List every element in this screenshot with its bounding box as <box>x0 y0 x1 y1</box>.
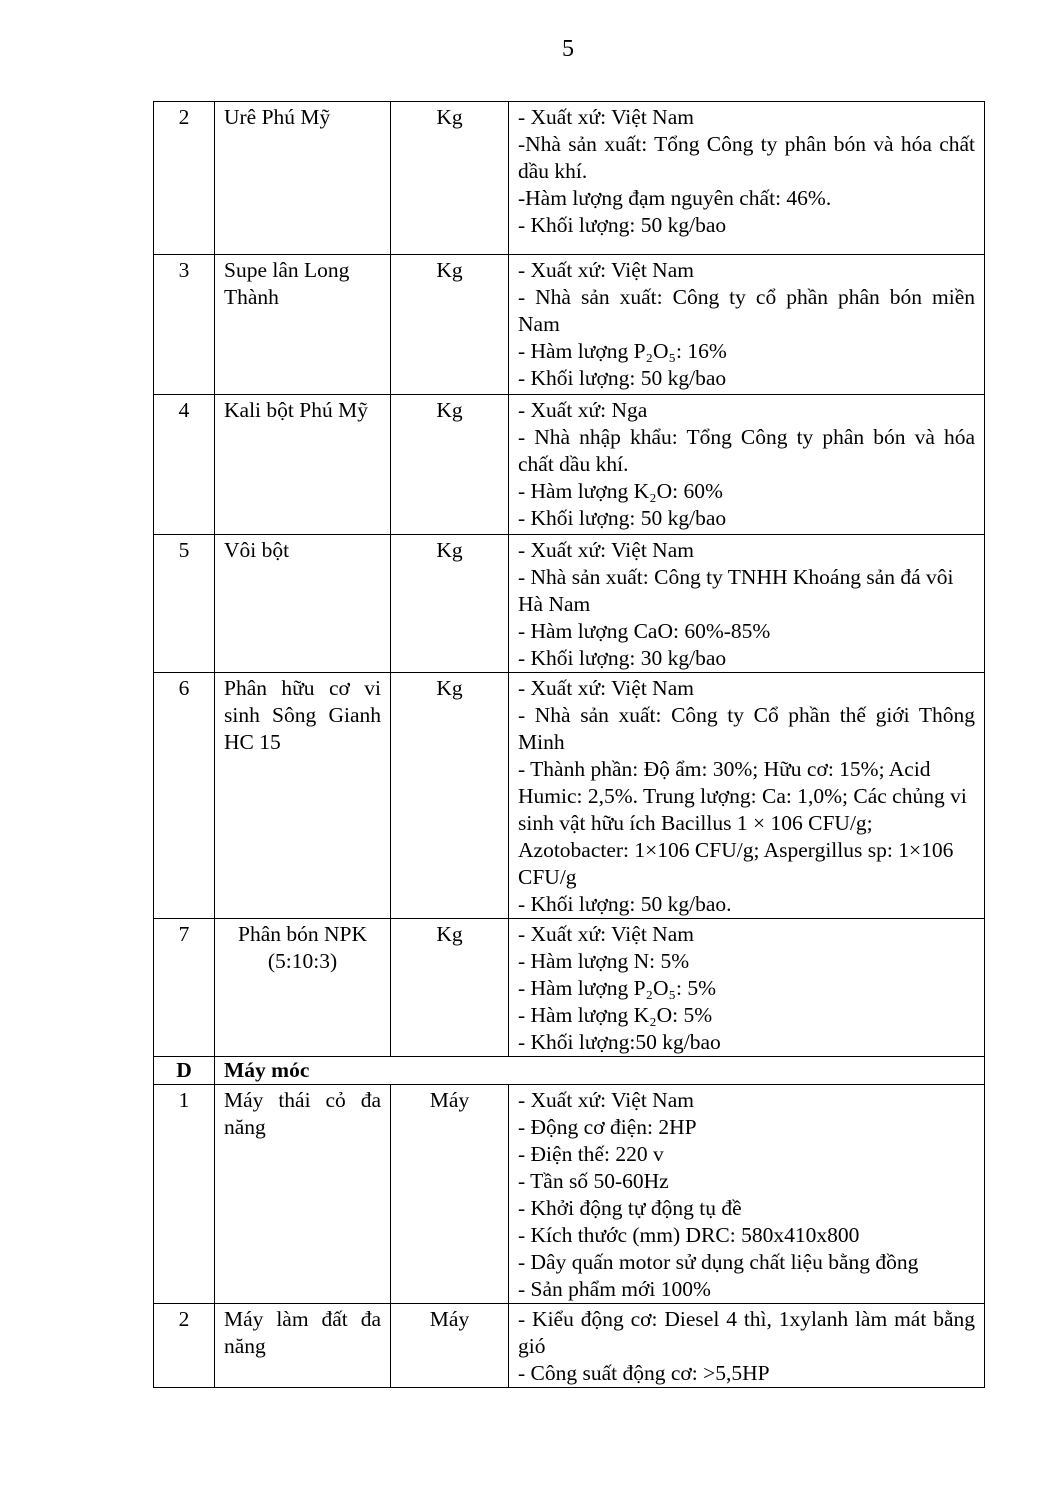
spec-line: - Xuất xứ: Việt Nam <box>518 1088 694 1112</box>
spec-line: - Khởi động tự động tụ đề <box>518 1196 742 1220</box>
item-name: Máy thái cỏ đa năng <box>215 1085 391 1304</box>
spec-line: - Khối lượng:50 kg/bao <box>518 1030 721 1054</box>
table-row <box>154 1304 985 1388</box>
spec-line: - Khối lượng: 50 kg/bao <box>518 213 727 237</box>
section-header-row <box>154 1057 985 1085</box>
item-unit: Kg <box>391 673 509 919</box>
spec-line: - Sản phẩm mới 100% <box>518 1277 711 1301</box>
item-unit: Máy <box>391 1304 509 1388</box>
spec-line: - Động cơ điện: 2HP <box>518 1115 697 1139</box>
table-row <box>154 1085 985 1304</box>
item-unit: Kg <box>391 919 509 1057</box>
spec-line: - Xuất xứ: Việt Nam <box>518 922 694 946</box>
item-number: 2 <box>154 1304 215 1388</box>
item-name: Máy làm đất đa năng <box>215 1304 391 1388</box>
item-unit: Kg <box>391 102 509 255</box>
spec-line: -Nhà sản xuất: Tổng Công ty phân bón và hóa chất dầu khí. <box>518 132 975 183</box>
section-title: Máy móc <box>215 1057 985 1085</box>
item-unit: Kg <box>391 395 509 535</box>
item-spec <box>509 1085 985 1304</box>
spec-line: - Khối lượng: 30 kg/bao <box>518 646 727 670</box>
spec-line: - Tần số 50-60Hz <box>518 1169 669 1193</box>
item-unit: Kg <box>391 255 509 395</box>
page-number: 5 <box>562 36 574 62</box>
spec-line: - Nhà sản xuất: Công ty cổ phần phân bón miền Nam <box>518 285 975 336</box>
item-spec <box>509 535 985 673</box>
spec-line: - Kiểu động cơ: Diesel 4 thì, 1xylanh làm mát bằng gió <box>518 1307 975 1358</box>
spec-line: - Xuất xứ: Việt Nam <box>518 105 694 129</box>
item-name: Kali bột Phú Mỹ <box>215 395 391 535</box>
spec-line: - Dây quấn motor sử dụng chất liệu bằng đồng <box>518 1250 919 1274</box>
item-number: 2 <box>154 102 215 255</box>
item-spec <box>509 673 985 919</box>
spec-line: - Nhà nhập khẩu: Tổng Công ty phân bón và hóa chất dầu khí. <box>518 425 975 476</box>
spec-line: - Hàm lượng P₂O₅: 16% <box>518 339 727 363</box>
item-number: 4 <box>154 395 215 535</box>
spec-line: - Điện thế: 220 v <box>518 1142 664 1166</box>
spec-line: - Kích thước (mm) DRC: 580x410x800 <box>518 1223 860 1247</box>
item-number: 5 <box>154 535 215 673</box>
item-spec <box>509 395 985 535</box>
spec-line: - Nhà sản xuất: Công ty TNHH Khoáng sản đá vôi Hà Nam <box>518 565 954 616</box>
table-row <box>154 673 985 919</box>
item-number: 3 <box>154 255 215 395</box>
item-spec <box>509 919 985 1057</box>
item-name: Supe lân Long Thành <box>215 255 391 395</box>
item-spec <box>509 102 985 255</box>
table-row <box>154 395 985 535</box>
table-row <box>154 102 985 255</box>
item-unit: Kg <box>391 535 509 673</box>
item-name: Phân hữu cơ vi sinh Sông Gianh HC 15 <box>215 673 391 919</box>
item-number: 7 <box>154 919 215 1057</box>
table-row <box>154 919 985 1057</box>
table-row <box>154 535 985 673</box>
item-spec <box>509 1304 985 1388</box>
spec-line: -Hàm lượng đạm nguyên chất: 46%. <box>518 186 832 210</box>
spec-line: - Hàm lượng K₂O: 60% <box>518 479 723 503</box>
spec-line: - Hàm lượng CaO: 60%-85% <box>518 619 771 643</box>
spec-line: - Hàm lượng K₂O: 5% <box>518 1003 713 1027</box>
spec-line: - Xuất xứ: Việt Nam <box>518 538 694 562</box>
spec-line: - Khối lượng: 50 kg/bao <box>518 366 727 390</box>
item-number: 1 <box>154 1085 215 1304</box>
spec-line: - Thành phần: Độ ẩm: 30%; Hữu cơ: 15%; Acid Humic: 2,5%. Trung lượng: Ca: 1,0%; Các chủng vi sinh vật hữu ích Bacillus 1 × 106 CFU/g; Azotobacter: 1×106 CFU/g; Aspergillus sp: 1×106 CFU/g <box>518 757 967 889</box>
supply-spec-table <box>153 101 985 1388</box>
section-letter: D <box>154 1057 215 1085</box>
spec-line: - Xuất xứ: Việt Nam <box>518 676 694 700</box>
spec-line: - Hàm lượng N: 5% <box>518 949 690 973</box>
spec-line: - Xuất xứ: Việt Nam <box>518 258 694 282</box>
item-name: Vôi bột <box>215 535 391 673</box>
table-row <box>154 255 985 395</box>
item-name: Phân bón NPK (5:10:3) <box>215 919 391 1057</box>
item-number: 6 <box>154 673 215 919</box>
spec-line: - Công suất động cơ: >5,5HP <box>518 1361 770 1385</box>
item-unit: Máy <box>391 1085 509 1304</box>
spec-line: - Nhà sản xuất: Công ty Cổ phần thế giới Thông Minh <box>518 703 975 754</box>
item-spec <box>509 255 985 395</box>
item-name: Urê Phú Mỹ <box>215 102 391 255</box>
spec-line: - Khối lượng: 50 kg/bao. <box>518 892 732 916</box>
spec-line: - Hàm lượng P₂O₅: 5% <box>518 976 717 1000</box>
spec-line: - Xuất xứ: Nga <box>518 398 648 422</box>
spec-line: - Khối lượng: 50 kg/bao <box>518 506 727 530</box>
